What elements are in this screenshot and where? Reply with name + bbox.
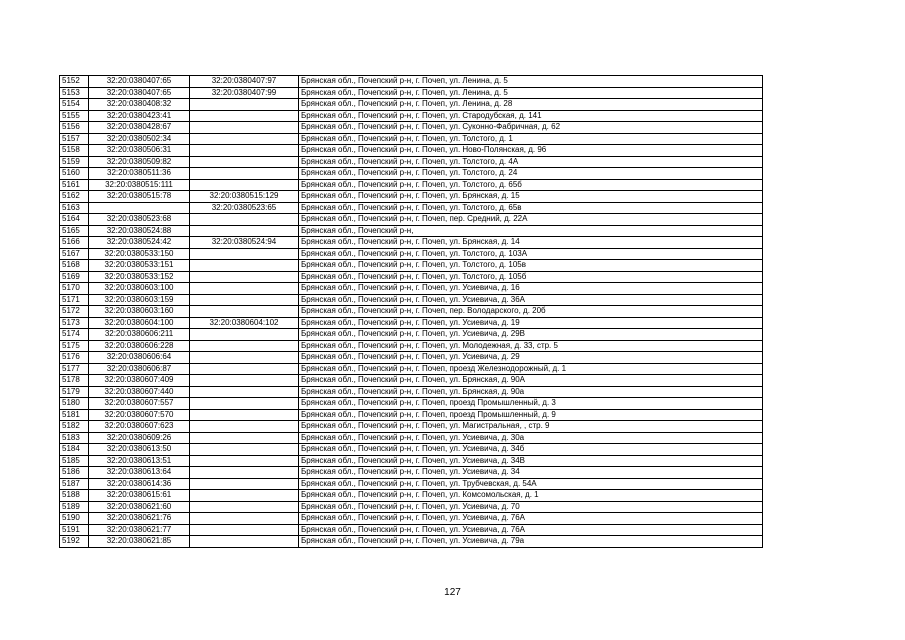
table-row [60, 191, 763, 203]
row-number-cell: 5160 [60, 168, 89, 180]
address-cell: Брянская обл., Почепский р-н, г. Почеп, проезд Промышленный, д. 3 [299, 398, 763, 410]
sub-cadastral-number-cell [190, 455, 299, 467]
sub-cadastral-number-cell: 32:20:0380524:94 [190, 237, 299, 249]
table-row [60, 409, 763, 421]
sub-cadastral-number-cell [190, 409, 299, 421]
address-cell: Брянская обл., Почепский р-н, г. Почеп, ул. Стародубская, д. 141 [299, 110, 763, 122]
row-number-cell: 5189 [60, 501, 89, 513]
address-cell: Брянская обл., Почепский р-н, г. Почеп, пер. Средний, д. 22А [299, 214, 763, 226]
table-row [60, 248, 763, 260]
address-cell: Брянская обл., Почепский р-н, г. Почеп, ул. Усиевича, д. 70 [299, 501, 763, 513]
cadastral-number-cell: 32:20:0380613:51 [89, 455, 190, 467]
cadastral-number-cell: 32:20:0380524:42 [89, 237, 190, 249]
address-cell: Брянская обл., Почепский р-н, г. Почеп, ул. Усиевича, д. 30а [299, 432, 763, 444]
cadastral-number-cell: 32:20:0380607:570 [89, 409, 190, 421]
address-cell: Брянская обл., Почепский р-н, г. Почеп, ул. Усиевича, д. 36А [299, 294, 763, 306]
address-cell: Брянская обл., Почепский р-н, г. Почеп, ул. Толстого, д. 4А [299, 156, 763, 168]
cadastral-number-cell: 32:20:0380502:34 [89, 133, 190, 145]
sub-cadastral-number-cell [190, 260, 299, 272]
row-number-cell: 5188 [60, 490, 89, 502]
table-row [60, 133, 763, 145]
address-cell: Брянская обл., Почепский р-н, г. Почеп, проезд Железнодорожный, д. 1 [299, 363, 763, 375]
sub-cadastral-number-cell [190, 156, 299, 168]
cadastral-number-cell: 32:20:0380533:152 [89, 271, 190, 283]
row-number-cell: 5175 [60, 340, 89, 352]
address-cell: Брянская обл., Почепский р-н, г. Почеп, ул. Усиевича, д. 34 [299, 467, 763, 479]
address-cell: Брянская обл., Почепский р-н, г. Почеп, ул. Усиевича, д. 16 [299, 283, 763, 295]
cadastral-number-cell: 32:20:0380509:82 [89, 156, 190, 168]
cadastral-number-cell: 32:20:0380606:64 [89, 352, 190, 364]
cadastral-number-cell: 32:20:0380609:26 [89, 432, 190, 444]
cadastral-number-cell: 32:20:0380613:64 [89, 467, 190, 479]
address-cell: Брянская обл., Почепский р-н, г. Почеп, ул. Усиевича, д. 76А [299, 524, 763, 536]
sub-cadastral-number-cell [190, 536, 299, 548]
row-number-cell: 5192 [60, 536, 89, 548]
row-number-cell: 5161 [60, 179, 89, 191]
cadastral-number-cell: 32:20:0380614:36 [89, 478, 190, 490]
row-number-cell: 5170 [60, 283, 89, 295]
sub-cadastral-number-cell [190, 179, 299, 191]
cadastral-number-cell: 32:20:0380515:78 [89, 191, 190, 203]
sub-cadastral-number-cell [190, 294, 299, 306]
cadastral-number-cell [89, 202, 190, 214]
table-row [60, 306, 763, 318]
cadastral-number-cell: 32:20:0380621:76 [89, 513, 190, 525]
cadastral-number-cell: 32:20:0380407:65 [89, 76, 190, 88]
address-cell: Брянская обл., Почепский р-н, г. Почеп, ул. Комсомольская, д. 1 [299, 490, 763, 502]
cadastral-number-cell: 32:20:0380607:557 [89, 398, 190, 410]
row-number-cell: 5159 [60, 156, 89, 168]
table-row [60, 386, 763, 398]
sub-cadastral-number-cell [190, 306, 299, 318]
row-number-cell: 5180 [60, 398, 89, 410]
registry-table-body [60, 76, 763, 548]
sub-cadastral-number-cell: 32:20:0380407:99 [190, 87, 299, 99]
cadastral-number-cell: 32:20:0380408:32 [89, 99, 190, 111]
table-row [60, 110, 763, 122]
table-row [60, 478, 763, 490]
row-number-cell: 5183 [60, 432, 89, 444]
address-cell: Брянская обл., Почепский р-н, г. Почеп, ул. Усиевича, д. 19 [299, 317, 763, 329]
table-row [60, 237, 763, 249]
sub-cadastral-number-cell [190, 214, 299, 226]
cadastral-number-cell: 32:20:0380523:68 [89, 214, 190, 226]
address-cell: Брянская обл., Почепский р-н, г. Почеп, ул. Усиевича, д. 76А [299, 513, 763, 525]
address-cell: Брянская обл., Почепский р-н, г. Почеп, ул. Толстого, д. 103А [299, 248, 763, 260]
cadastral-number-cell: 32:20:0380428:67 [89, 122, 190, 134]
cadastral-number-cell: 32:20:0380621:77 [89, 524, 190, 536]
row-number-cell: 5176 [60, 352, 89, 364]
row-number-cell: 5179 [60, 386, 89, 398]
cadastral-number-cell: 32:20:0380621:85 [89, 536, 190, 548]
table-row [60, 329, 763, 341]
sub-cadastral-number-cell [190, 363, 299, 375]
row-number-cell: 5182 [60, 421, 89, 433]
cadastral-number-cell: 32:20:0380607:409 [89, 375, 190, 387]
sub-cadastral-number-cell [190, 133, 299, 145]
sub-cadastral-number-cell [190, 524, 299, 536]
row-number-cell: 5156 [60, 122, 89, 134]
sub-cadastral-number-cell [190, 340, 299, 352]
row-number-cell: 5184 [60, 444, 89, 456]
table-row [60, 76, 763, 88]
row-number-cell: 5169 [60, 271, 89, 283]
page-number: 127 [444, 587, 461, 598]
address-cell: Брянская обл., Почепский р-н, г. Почеп, ул. Ново-Полянская, д. 96 [299, 145, 763, 157]
row-number-cell: 5153 [60, 87, 89, 99]
sub-cadastral-number-cell [190, 168, 299, 180]
address-cell: Брянская обл., Почепский р-н, г. Почеп, ул. Усиевича, д. 79а [299, 536, 763, 548]
address-cell: Брянская обл., Почепский р-н, г. Почеп, пер. Володарского, д. 20б [299, 306, 763, 318]
cadastral-number-cell: 32:20:0380533:150 [89, 248, 190, 260]
table-row [60, 513, 763, 525]
address-cell: Брянская обл., Почепский р-н, г. Почеп, ул. Ленина, д. 28 [299, 99, 763, 111]
table-row [60, 271, 763, 283]
cadastral-number-cell: 32:20:0380603:160 [89, 306, 190, 318]
sub-cadastral-number-cell [190, 398, 299, 410]
address-cell: Брянская обл., Почепский р-н, г. Почеп, ул. Брянская, д. 15 [299, 191, 763, 203]
row-number-cell: 5185 [60, 455, 89, 467]
address-cell: Брянская обл., Почепский р-н, г. Почеп, ул. Толстого, д. 105в [299, 260, 763, 272]
address-cell: Брянская обл., Почепский р-н, г. Почеп, ул. Усиевича, д. 29 [299, 352, 763, 364]
row-number-cell: 5166 [60, 237, 89, 249]
table-row [60, 225, 763, 237]
row-number-cell: 5177 [60, 363, 89, 375]
sub-cadastral-number-cell [190, 283, 299, 295]
address-cell: Брянская обл., Почепский р-н, г. Почеп, ул. Толстого, д. 65в [299, 202, 763, 214]
row-number-cell: 5158 [60, 145, 89, 157]
sub-cadastral-number-cell [190, 467, 299, 479]
row-number-cell: 5155 [60, 110, 89, 122]
row-number-cell: 5165 [60, 225, 89, 237]
row-number-cell: 5171 [60, 294, 89, 306]
sub-cadastral-number-cell [190, 329, 299, 341]
cadastral-number-cell: 32:20:0380621:60 [89, 501, 190, 513]
row-number-cell: 5186 [60, 467, 89, 479]
table-row [60, 455, 763, 467]
table-row [60, 283, 763, 295]
sub-cadastral-number-cell [190, 490, 299, 502]
sub-cadastral-number-cell [190, 145, 299, 157]
cadastral-number-cell: 32:20:0380533:151 [89, 260, 190, 272]
address-cell: Брянская обл., Почепский р-н, г. Почеп, ул. Ленина, д. 5 [299, 76, 763, 88]
table-row [60, 375, 763, 387]
sub-cadastral-number-cell [190, 225, 299, 237]
sub-cadastral-number-cell [190, 110, 299, 122]
cadastral-number-cell: 32:20:0380606:211 [89, 329, 190, 341]
cadastral-number-cell: 32:20:0380524:88 [89, 225, 190, 237]
row-number-cell: 5163 [60, 202, 89, 214]
table-row [60, 467, 763, 479]
address-cell: Брянская обл., Почепский р-н, г. Почеп, ул. Усиевича, д. 34б [299, 444, 763, 456]
address-cell: Брянская обл., Почепский р-н, [299, 225, 763, 237]
sub-cadastral-number-cell: 32:20:0380523:65 [190, 202, 299, 214]
table-row [60, 99, 763, 111]
table-row [60, 352, 763, 364]
sub-cadastral-number-cell [190, 352, 299, 364]
row-number-cell: 5190 [60, 513, 89, 525]
cadastral-number-cell: 32:20:0380603:100 [89, 283, 190, 295]
cadastral-number-cell: 32:20:0380506:31 [89, 145, 190, 157]
row-number-cell: 5157 [60, 133, 89, 145]
table-row [60, 363, 763, 375]
sub-cadastral-number-cell [190, 421, 299, 433]
table-row [60, 168, 763, 180]
table-row [60, 432, 763, 444]
table-row [60, 214, 763, 226]
table-row [60, 340, 763, 352]
sub-cadastral-number-cell [190, 99, 299, 111]
row-number-cell: 5173 [60, 317, 89, 329]
sub-cadastral-number-cell: 32:20:0380407:97 [190, 76, 299, 88]
row-number-cell: 5172 [60, 306, 89, 318]
table-row [60, 536, 763, 548]
table-row [60, 87, 763, 99]
table-row [60, 524, 763, 536]
table-row [60, 156, 763, 168]
address-cell: Брянская обл., Почепский р-н, г. Почеп, ул. Трубчевская, д. 54А [299, 478, 763, 490]
row-number-cell: 5187 [60, 478, 89, 490]
address-cell: Брянская обл., Почепский р-н, г. Почеп, ул. Магистральная, , стр. 9 [299, 421, 763, 433]
sub-cadastral-number-cell [190, 122, 299, 134]
address-cell: Брянская обл., Почепский р-н, г. Почеп, ул. Усиевича, д. 34В [299, 455, 763, 467]
row-number-cell: 5178 [60, 375, 89, 387]
property-registry-table [59, 75, 763, 548]
table-row [60, 317, 763, 329]
table-row [60, 398, 763, 410]
address-cell: Брянская обл., Почепский р-н, г. Почеп, ул. Толстого, д. 1 [299, 133, 763, 145]
cadastral-number-cell: 32:20:0380607:440 [89, 386, 190, 398]
address-cell: Брянская обл., Почепский р-н, г. Почеп, ул. Брянская, д. 14 [299, 237, 763, 249]
row-number-cell: 5191 [60, 524, 89, 536]
address-cell: Брянская обл., Почепский р-н, г. Почеп, ул. Толстого, д. 65б [299, 179, 763, 191]
address-cell: Брянская обл., Почепский р-н, г. Почеп, ул. Толстого, д. 24 [299, 168, 763, 180]
row-number-cell: 5174 [60, 329, 89, 341]
table-row [60, 145, 763, 157]
table-row [60, 444, 763, 456]
sub-cadastral-number-cell [190, 432, 299, 444]
table-row [60, 202, 763, 214]
cadastral-number-cell: 32:20:0380511:36 [89, 168, 190, 180]
cadastral-number-cell: 32:20:0380606:87 [89, 363, 190, 375]
row-number-cell: 5164 [60, 214, 89, 226]
table-row [60, 294, 763, 306]
table-row [60, 490, 763, 502]
sub-cadastral-number-cell [190, 248, 299, 260]
address-cell: Брянская обл., Почепский р-н, г. Почеп, ул. Брянская, д. 90а [299, 386, 763, 398]
table-row [60, 179, 763, 191]
cadastral-number-cell: 32:20:0380515:111 [89, 179, 190, 191]
row-number-cell: 5152 [60, 76, 89, 88]
table-row [60, 260, 763, 272]
cadastral-number-cell: 32:20:0380604:100 [89, 317, 190, 329]
table-row [60, 122, 763, 134]
cadastral-number-cell: 32:20:0380407:65 [89, 87, 190, 99]
address-cell: Брянская обл., Почепский р-н, г. Почеп, ул. Ленина, д. 5 [299, 87, 763, 99]
row-number-cell: 5167 [60, 248, 89, 260]
table-row [60, 421, 763, 433]
address-cell: Брянская обл., Почепский р-н, г. Почеп, ул. Усиевича, д. 29В [299, 329, 763, 341]
cadastral-number-cell: 32:20:0380615:61 [89, 490, 190, 502]
sub-cadastral-number-cell [190, 386, 299, 398]
sub-cadastral-number-cell [190, 375, 299, 387]
address-cell: Брянская обл., Почепский р-н, г. Почеп, проезд Промышленный, д. 9 [299, 409, 763, 421]
cadastral-number-cell: 32:20:0380603:159 [89, 294, 190, 306]
cadastral-number-cell: 32:20:0380606:228 [89, 340, 190, 352]
row-number-cell: 5162 [60, 191, 89, 203]
row-number-cell: 5154 [60, 99, 89, 111]
sub-cadastral-number-cell: 32:20:0380604:102 [190, 317, 299, 329]
sub-cadastral-number-cell [190, 444, 299, 456]
row-number-cell: 5168 [60, 260, 89, 272]
sub-cadastral-number-cell: 32:20:0380515:129 [190, 191, 299, 203]
table-row [60, 501, 763, 513]
cadastral-number-cell: 32:20:0380607:623 [89, 421, 190, 433]
sub-cadastral-number-cell [190, 513, 299, 525]
cadastral-number-cell: 32:20:0380423:41 [89, 110, 190, 122]
row-number-cell: 5181 [60, 409, 89, 421]
address-cell: Брянская обл., Почепский р-н, г. Почеп, ул. Молодежная, д. 33, стр. 5 [299, 340, 763, 352]
sub-cadastral-number-cell [190, 478, 299, 490]
address-cell: Брянская обл., Почепский р-н, г. Почеп, ул. Толстого, д. 105б [299, 271, 763, 283]
address-cell: Брянская обл., Почепский р-н, г. Почеп, ул. Суконно-Фабричная, д. 62 [299, 122, 763, 134]
cadastral-number-cell: 32:20:0380613:50 [89, 444, 190, 456]
address-cell: Брянская обл., Почепский р-н, г. Почеп, ул. Брянская, д. 90А [299, 375, 763, 387]
sub-cadastral-number-cell [190, 501, 299, 513]
sub-cadastral-number-cell [190, 271, 299, 283]
